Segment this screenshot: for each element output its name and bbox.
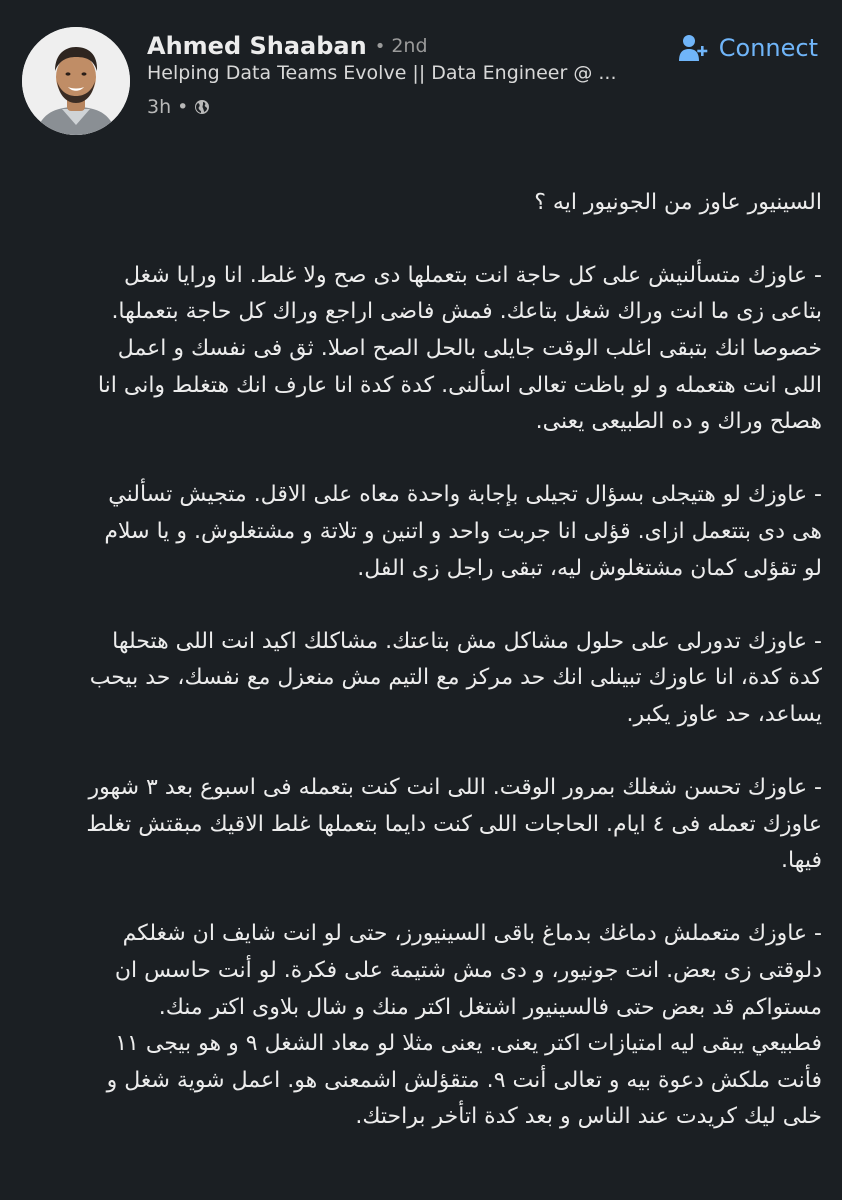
post-header [0,0,842,150]
paragraph-line: فيها. [781,848,822,874]
author-name[interactable]: Ahmed Shaaban [147,32,367,60]
connect-label: Connect [718,34,818,62]
paragraph-line: يساعد، حد عاوز يكبر. [626,701,822,727]
paragraph-line: اللى انت هتعمله و لو باظت تعالى اسألنى. كدة كدة انا عارف انك هتغلط وانى انا [97,372,822,398]
paragraph-line: - عاوزك تدورلى على حلول مشاكل مش بتاعتك. مشاكلك اكيد انت اللى هتحلها [112,628,822,654]
post-title-line: السينيور عاوز من الجونيور ايه ؟ [534,189,822,215]
paragraph-line: بتاعى زى ما انت وراك شغل بتاعك. فمش فاضى اراجع وراك كل حاجة بتعملها. [111,299,822,325]
paragraph-line: فطبيعي يبقى ليه امتيازات اكتر يعنى. يعنى مثلا لو معاد الشغل ٩ و هو بيجى ١١ [115,1031,822,1057]
paragraph-line: هصلح وراك و ده الطبيعى يعنى. [535,409,822,435]
paragraph-line: - عاوزك لو هتيجلى بسؤال تجيلى بإجابة واحدة معاه على الاقل. متجيش تسألني [108,482,822,508]
paragraph-line: دلوقتى زى بعض. انت جونيور، و دى مش شتيمة على فكرة. لو أنت حاسس ان [114,958,822,984]
paragraph-line: - عاوزك متسألنيش على كل حاجة انت بتعملها دى صح ولا غلط. انا ورايا شغل [123,262,822,288]
post-paragraph-1 [30,258,822,441]
author-headline: Helping Data Teams Evolve || Data Engineer @ ... [147,62,617,84]
meta-separator: • [177,96,189,118]
paragraph-line: فأنت ملكش دعوة بيه و تعالى أنت ٩. متقؤلش اشمعنى هو. اعمل شوية شغل و [106,1067,822,1093]
post-body [30,148,822,1136]
paragraph-line: لو تقؤلى كمان مشتغلوش ليه، تبقى راجل زى الفل. [357,555,822,581]
paragraph-line: - عاوزك تحسن شغلك بمرور الوقت. اللى انت كنت بتعمله فى اسبوع بعد ٣ شهور [88,775,822,801]
author-name-line [147,28,428,64]
author-avatar[interactable] [22,27,130,135]
paragraph-line: هى دى بتتعمل ازاى. قؤلى انا جربت واحد و اتنين و تلاتة و مشتغلوش. و يا سلام [104,518,822,544]
connect-button[interactable] [679,28,818,68]
paragraph-line: خصوصا انك بتبقى اغلب الوقت جايلى بالحل الصح اصلا. ثق فى نفسك و اعمل [117,335,822,361]
post-paragraph-2 [30,477,822,587]
degree-separator: • [374,35,386,57]
post-paragraph-5 [30,916,822,1136]
paragraph-line: مستواكم قد بعض حتى فالسينيور اشتغل اكتر منك و شال بلاوى اكتر منك. [158,994,822,1020]
add-person-icon [679,33,709,63]
avatar-photo [22,27,130,135]
post-paragraph-4 [30,770,822,880]
globe-icon [194,99,210,115]
paragraph-line: كدة كدة، انا عاوزك تبينلى انك حد مركز مع التيم مش منعزل مع نفسك، حد بيحب [89,665,822,691]
paragraph-line: - عاوزك متعملش دماغك بدماغ باقى السينيورز، حتى لو انت شايف ان شغلكم [122,921,822,947]
post-title [30,185,822,222]
connection-degree: 2nd [391,35,428,57]
paragraph-line: عاوزك تعمله فى ٤ ايام. الحاجات اللى كنت دايما بتعملها غلط الاقيك مبقتش تغلط [86,811,822,837]
post-time: 3h [147,96,172,118]
post-meta [147,93,210,121]
paragraph-line: خلى ليك كريدت عند الناس و بعد كدة اتأخر براحتك. [355,1104,822,1130]
post-paragraph-3 [30,624,822,734]
